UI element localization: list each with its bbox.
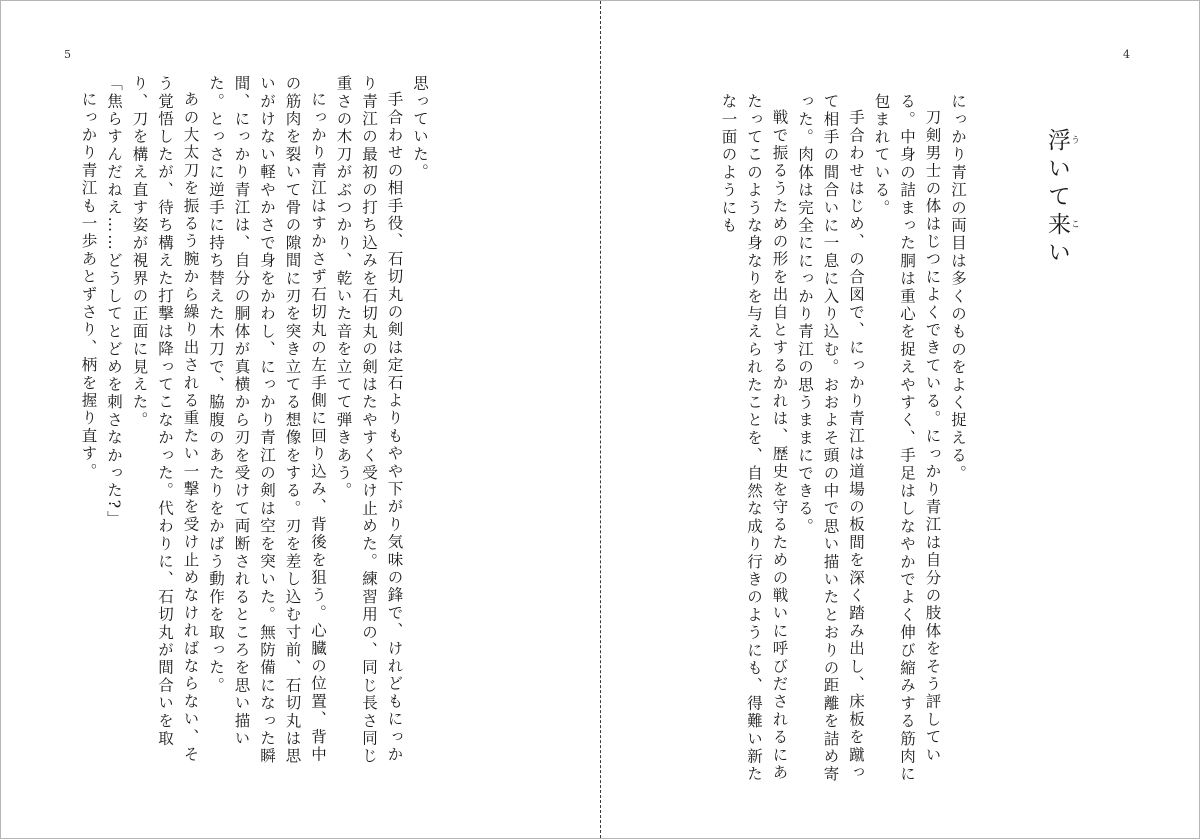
- paragraph: にっかり青江の両目は多くのものをよく捉える。: [949, 93, 967, 483]
- title-base: 来: [1044, 212, 1070, 240]
- paragraph: あの大太刀を振るう腕から繰り出される重たい一撃を受け止めなければならない、そう覚悟したが、待ち構えた打撃は降ってこなかった。代わりに、石切丸が間合いを取り、刀を構え直す姿が視界の正面に見えた。: [130, 75, 200, 764]
- page-divider: [600, 1, 601, 838]
- title-furigana: こ: [1069, 212, 1079, 240]
- paragraph: 手合わせの相手役、石切丸の剣は定石よりもやや下がり気味の鋒で、けれどもにっかり青江の最初の打ち込みを石切丸の剣はたやすく受け止めた。練習用の、同じ長さ同じ重さの木刀がぶつかり、乾いた音を立てて弾きあう。: [334, 75, 404, 766]
- paragraph: 刀剣男士の体はじつによくできている。にっかり青江は自分の肢体をそう評している。中身の詰まった胴は重心を捉えやすく、手足はしなやかでよく伸び縮みする筋肉に包まれている。: [872, 93, 942, 784]
- title-ruby: [1044, 128, 1079, 156]
- title-base: 浮: [1044, 128, 1070, 156]
- left-page-body: [75, 75, 432, 775]
- title-ruby: [1044, 212, 1079, 240]
- title-text: いて: [1044, 156, 1070, 212]
- paragraph: 思っていた。: [411, 75, 429, 182]
- paragraph: にっかり青江はすかさず石切丸の左手側に回り込み、背後を狙う。心臓の位置、背中の筋肉を裂いて骨の隙間に刃を突き立てる想像をする。刃を差し込む寸前、石切丸は思いがけない軽やかさで身をかわし、にっかり青江の剣は空を突いた。無防備になった瞬間、にっかり青江は、自分の胴体が真横から刃を受けて両断されるところを思い描いた。とっさに逆手に持ち替えた木刀で、脇腹のあたりをかばう動作を取った。: [207, 75, 327, 766]
- paragraph: 「焦らすんだねえ……どうしてとどめを刺さなかった?」: [105, 75, 123, 529]
- page-number-left: 5: [64, 48, 71, 61]
- paragraph: 戦で振るうための形を出自とするかれは、歴史を守るための戦いに呼びだされるにあたってこのような身なりを与えられたことを、自然な成り行きのようにも、得難い新たな一面のようにも: [719, 93, 789, 784]
- title-furigana: う: [1069, 128, 1079, 156]
- page-number-right: 4: [1123, 48, 1130, 61]
- right-page-body: [715, 93, 970, 793]
- chapter-title: [1041, 128, 1079, 268]
- paragraph: にっかり青江も一歩あとずさり、柄を握り直す。: [79, 90, 98, 480]
- paragraph: 手合わせはじめ、の合図で、にっかり青江は道場の板間を深く踏み出し、床板を蹴って相手の間合いに一息に入り込む。おおよそ頭の中で思い描いたとおりの距離を詰め寄った。肉体は完全ににっかり青江の思うままにできる。: [796, 93, 865, 784]
- title-text: い: [1044, 240, 1070, 268]
